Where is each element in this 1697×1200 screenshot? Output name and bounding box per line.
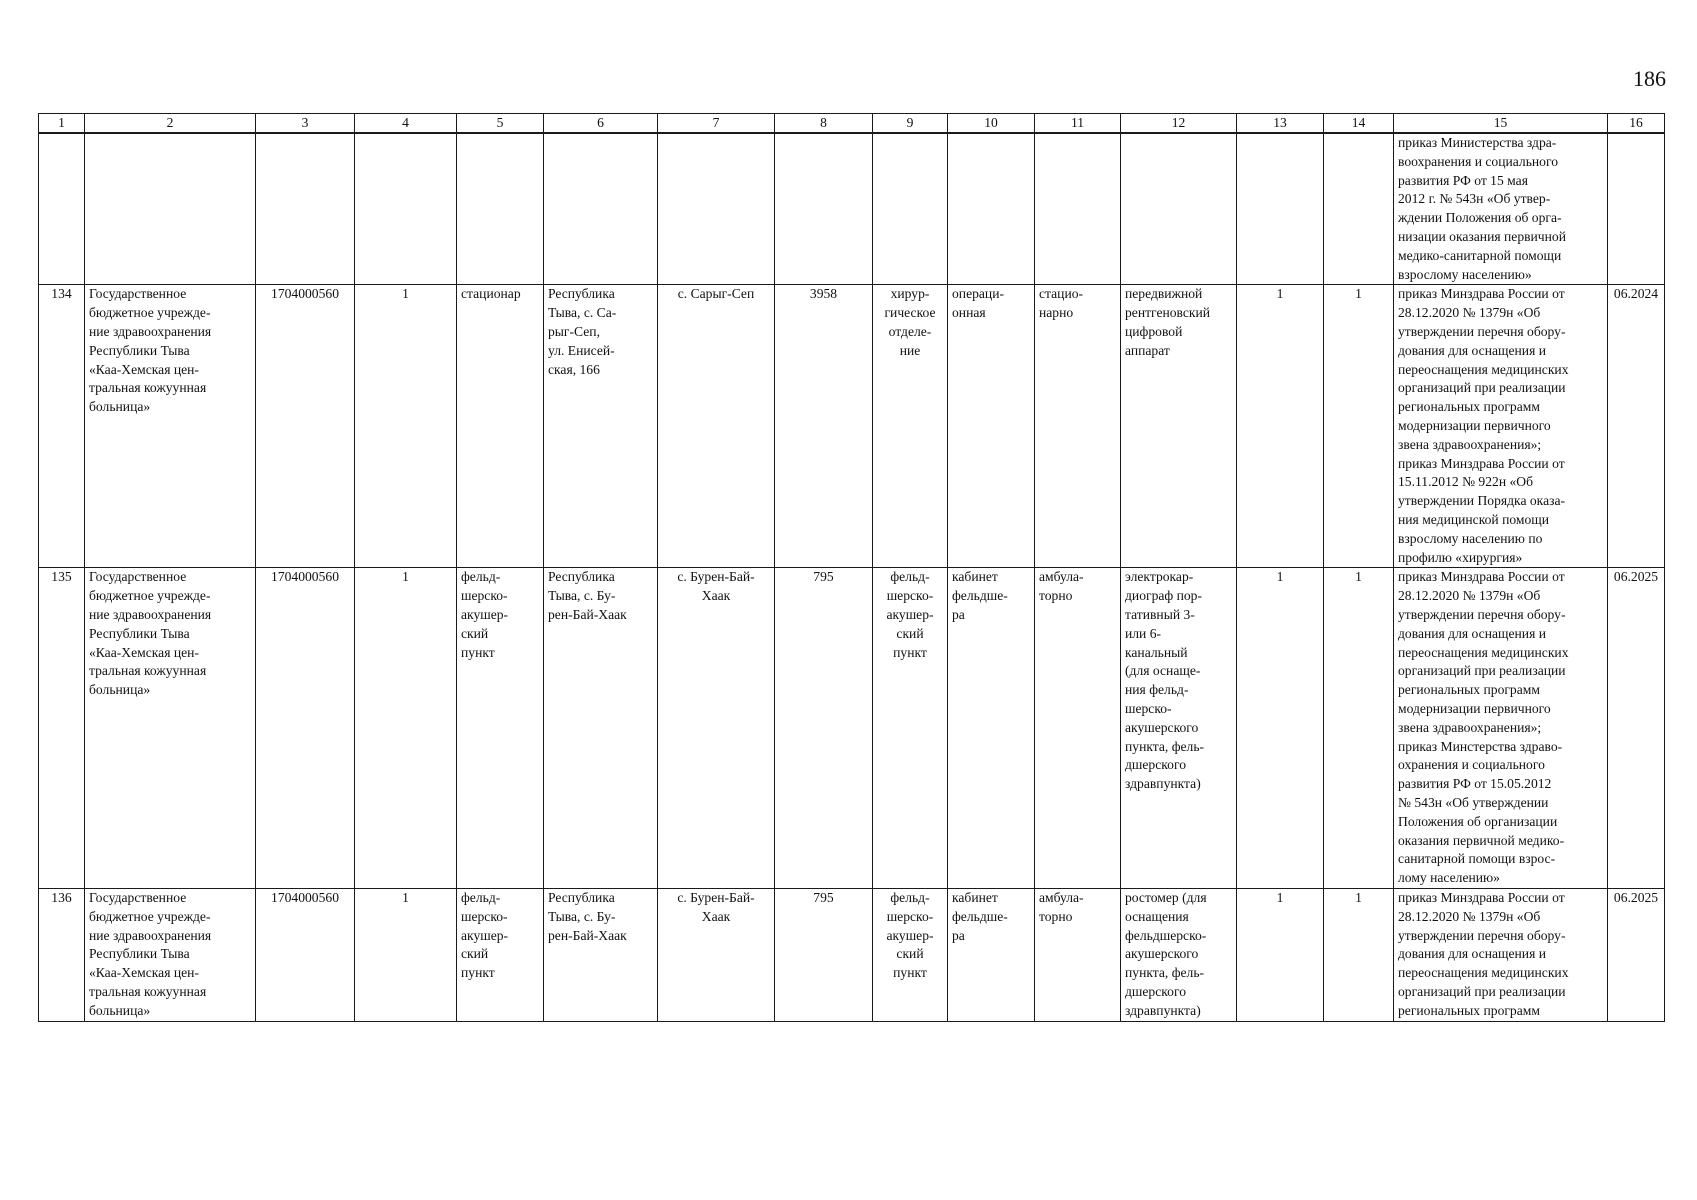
row-number-cell: 134 <box>39 285 85 568</box>
cell-line: нарно <box>1039 305 1074 321</box>
facility-type-cell <box>457 568 544 889</box>
cell-line: модернизации первичного <box>1398 700 1551 716</box>
cell-line: фельд- <box>461 569 501 585</box>
col-header-11: 11 <box>1035 114 1121 134</box>
cell-line: больница» <box>89 399 151 415</box>
cell-line: с. Сарыг-Сеп <box>677 286 755 302</box>
cell-line: с. Бурен-Бай- <box>677 569 755 585</box>
unit-cell <box>873 285 948 568</box>
mode-cell <box>1035 568 1121 889</box>
col-header-3: 3 <box>256 114 355 134</box>
cell-line: утверждении Порядка оказа- <box>1398 493 1566 509</box>
organization-cell <box>85 568 256 889</box>
cell-line: модернизации первичного <box>1398 417 1551 433</box>
cell-line: «Каа-Хемская цен- <box>89 965 199 981</box>
population-cell: 3958 <box>775 285 873 568</box>
room-cell <box>948 285 1035 568</box>
cell-line: региональных программ <box>1398 399 1540 415</box>
cell-line: утверждении перечня обору- <box>1398 606 1566 622</box>
cell-line: Государственное <box>89 286 187 302</box>
cell-line: фельдшерско- <box>1125 927 1207 943</box>
cell-line: ния медицинской помощи <box>1398 511 1550 527</box>
organization-cell <box>85 285 256 568</box>
cell-line: бюджетное учрежде- <box>89 908 211 924</box>
cell-line: рен-Бай-Хаак <box>548 606 627 622</box>
cell-line: приказ Минздрава России от <box>1398 455 1565 471</box>
cell-line: или 6- <box>1125 625 1162 641</box>
cell-line: ский <box>896 946 924 962</box>
cell-line: передвижной <box>1125 286 1203 302</box>
cell-line: электрокар- <box>1125 569 1194 585</box>
cell-line: ние здравоохранения <box>89 927 212 943</box>
cell-line: низации оказания первичной <box>1398 228 1566 244</box>
col-header-8: 8 <box>775 114 873 134</box>
cell-line: здравпункта) <box>1125 776 1201 792</box>
code-cell: 1704000560 <box>256 568 355 889</box>
cell-line: приказ Минздрава России от <box>1398 889 1565 905</box>
cell-line: организаций при реализации <box>1398 983 1566 999</box>
col-header-9: 9 <box>873 114 948 134</box>
cell-line: кабинет <box>952 569 998 585</box>
cell-line: шерско- <box>886 588 934 604</box>
population-cell: 795 <box>775 888 873 1021</box>
cell-line: фельд- <box>461 889 501 905</box>
cell-line: Тыва, с. Бу- <box>548 588 616 604</box>
cell-line: шерско- <box>461 908 508 924</box>
address-cell <box>544 568 658 889</box>
date-cell: 06.2025 <box>1608 888 1665 1021</box>
cell-line: тативный 3- <box>1125 606 1195 622</box>
cell-line: пункта, фель- <box>1125 965 1205 981</box>
cell-line: дования для оснащения и <box>1398 625 1546 641</box>
cell-line: здравпункта) <box>1125 1002 1201 1018</box>
quantity-cell: 1 <box>1237 568 1324 889</box>
cell-line: ние <box>899 342 921 358</box>
cell-line: фельд- <box>890 889 930 905</box>
population-cell: 795 <box>775 568 873 889</box>
cell-line: «Каа-Хемская цен- <box>89 644 199 660</box>
cell-line: торно <box>1039 908 1073 924</box>
cell-line: пункт <box>893 644 927 660</box>
cell-line: акушерского <box>1125 719 1199 735</box>
cell-line: дшерского <box>1125 757 1186 773</box>
cell-line: Республика <box>548 889 615 905</box>
address-cell <box>544 888 658 1021</box>
cell-line: охранения и социального <box>1398 757 1545 773</box>
cell-line: акушер- <box>461 606 509 622</box>
equipment-cell <box>1121 888 1237 1021</box>
cell-line: ния фельд- <box>1125 682 1189 698</box>
cell-line: кабинет <box>952 889 998 905</box>
equipment-cell <box>1121 285 1237 568</box>
cell-line: пункта, фель- <box>1125 738 1205 754</box>
cell-line: цифровой <box>1125 323 1183 339</box>
cell-line: шерско- <box>886 908 934 924</box>
cell-line: тральная кожуунная <box>89 983 207 999</box>
header-row <box>39 114 1665 134</box>
col-header-10: 10 <box>948 114 1035 134</box>
cell-line: лому населению» <box>1398 870 1500 886</box>
col-header-6: 6 <box>544 114 658 134</box>
cell-line: приказ Министерства здра- <box>1398 135 1557 150</box>
cell-line: ул. Енисей- <box>548 342 615 358</box>
cell-line: рентгеновский <box>1125 305 1211 321</box>
col-header-15: 15 <box>1394 114 1608 134</box>
cell-line: акушерского <box>1125 946 1199 962</box>
cell-line: ждении Положения об орга- <box>1398 210 1562 226</box>
address-cell <box>544 285 658 568</box>
cell-line: диограф пор- <box>1125 588 1202 604</box>
date-cell: 06.2025 <box>1608 568 1665 889</box>
quantity-2-cell: 1 <box>1324 568 1394 889</box>
cell-line: Республики Тыва <box>89 342 190 358</box>
cell-line: канальный <box>1125 644 1188 660</box>
cell-line: Республика <box>548 569 615 585</box>
cell-line: развития РФ от 15.05.2012 <box>1398 776 1552 792</box>
cell-line: бюджетное учрежде- <box>89 588 211 604</box>
quantity-2-cell: 1 <box>1324 888 1394 1021</box>
cell-line: 15.11.2012 № 922н «Об <box>1398 474 1534 490</box>
cell-line: приказ Минздрава России от <box>1398 286 1565 302</box>
cell-line: акушер- <box>886 606 934 622</box>
legal-basis-cell <box>1394 568 1608 889</box>
cell-line: тральная кожуунная <box>89 663 207 679</box>
cell-line: акушер- <box>461 927 509 943</box>
cell-line: отделе- <box>888 323 932 339</box>
cell-line: Тыва, с. Бу- <box>548 908 616 924</box>
equipment-table <box>38 113 1665 1022</box>
cell-line: ростомер (для <box>1125 889 1207 905</box>
count-cell: 1 <box>355 568 457 889</box>
cell-line: пункт <box>461 965 495 981</box>
cell-line: № 543н «Об утверждении <box>1398 794 1549 810</box>
col-header-14: 14 <box>1324 114 1394 134</box>
cell-line: (для оснаще- <box>1125 663 1201 679</box>
cell-line: дования для оснащения и <box>1398 946 1546 962</box>
cell-line: амбула- <box>1039 569 1084 585</box>
cell-line: Республика <box>548 286 615 302</box>
table-row <box>39 888 1665 1021</box>
cell-line: «Каа-Хемская цен- <box>89 361 199 377</box>
cell-line: переоснащения медицинских <box>1398 361 1569 377</box>
cell-line: региональных программ <box>1398 682 1540 698</box>
continuation-row <box>39 133 1665 285</box>
cell-line: ние здравоохранения <box>89 606 212 622</box>
cell-line: организаций при реализации <box>1398 380 1566 396</box>
cell-line: стационар <box>461 286 521 302</box>
cell-line: звена здравоохранения»; <box>1398 719 1542 735</box>
cell-line: аппарат <box>1125 342 1170 358</box>
cell-line: Положения об организации <box>1398 813 1558 829</box>
cell-line: медико-санитарной помощи <box>1398 247 1562 263</box>
cell-line: 2012 г. № 543н «Об утвер- <box>1398 191 1551 207</box>
cell-line: Республики Тыва <box>89 625 190 641</box>
organization-cell <box>85 888 256 1021</box>
cell-line: Государственное <box>89 889 187 905</box>
cell-line: ский <box>461 625 489 641</box>
mode-cell <box>1035 888 1121 1021</box>
cell-line: 28.12.2020 № 1379н «Об <box>1398 908 1541 924</box>
cell-line: рыг-Сеп, <box>548 323 600 339</box>
cell-line: Тыва, с. Са- <box>548 305 617 321</box>
col-header-2: 2 <box>85 114 256 134</box>
cell-line: оснащения <box>1125 908 1189 924</box>
cell-line: утверждении перечня обору- <box>1398 927 1566 943</box>
cell-line: санитарной помощи взрос- <box>1398 851 1556 867</box>
col-header-1: 1 <box>39 114 85 134</box>
col-header-13: 13 <box>1237 114 1324 134</box>
cell-line: больница» <box>89 1002 151 1018</box>
cell-line: гическое <box>884 305 936 321</box>
unit-cell <box>873 568 948 889</box>
cell-line: 28.12.2020 № 1379н «Об <box>1398 588 1541 604</box>
cell-line: развития РФ от 15 мая <box>1398 172 1528 188</box>
row-number-cell: 135 <box>39 568 85 889</box>
cell-line: оказания первичной медико- <box>1398 832 1565 848</box>
cell-line: организаций при реализации <box>1398 663 1566 679</box>
col-header-12: 12 <box>1121 114 1237 134</box>
cell-line: приказ Минздрава России от <box>1398 569 1565 585</box>
cell-line: операци- <box>952 286 1005 302</box>
cell-line: хирур- <box>890 286 930 302</box>
cell-line: тральная кожуунная <box>89 380 207 396</box>
continuation-basis-cell <box>1394 133 1608 285</box>
cell-line: дования для оснащения и <box>1398 342 1546 358</box>
unit-cell <box>873 888 948 1021</box>
cell-line: профилю «хирургия» <box>1398 549 1523 565</box>
cell-line: ский <box>461 946 489 962</box>
cell-line: ская, 166 <box>548 361 600 377</box>
table-row <box>39 568 1665 889</box>
date-cell: 06.2024 <box>1608 285 1665 568</box>
cell-line: пункт <box>461 644 495 660</box>
cell-line: амбула- <box>1039 889 1084 905</box>
cell-line: 28.12.2020 № 1379н «Об <box>1398 305 1541 321</box>
cell-line: ра <box>952 606 965 622</box>
quantity-cell: 1 <box>1237 285 1324 568</box>
cell-line: онная <box>952 305 986 321</box>
code-cell: 1704000560 <box>256 888 355 1021</box>
cell-line: утверждении перечня обору- <box>1398 323 1566 339</box>
cell-line: взрослому населению» <box>1398 266 1532 282</box>
settlement-cell <box>658 285 775 568</box>
cell-line: дшерского <box>1125 983 1186 999</box>
row-number-cell: 136 <box>39 888 85 1021</box>
cell-line: звена здравоохранения»; <box>1398 436 1542 452</box>
cell-line: рен-Бай-Хаак <box>548 927 627 943</box>
cell-line: больница» <box>89 682 151 698</box>
settlement-cell <box>658 568 775 889</box>
facility-type-cell <box>457 888 544 1021</box>
cell-line: фельдше- <box>952 908 1008 924</box>
cell-line: взрослому населению по <box>1398 530 1543 546</box>
cell-line: шерско- <box>1125 700 1172 716</box>
quantity-cell: 1 <box>1237 888 1324 1021</box>
equipment-cell <box>1121 568 1237 889</box>
cell-line: акушер- <box>886 927 934 943</box>
cell-line: ние здравоохранения <box>89 323 212 339</box>
room-cell <box>948 568 1035 889</box>
cell-line: с. Бурен-Бай- <box>677 889 755 905</box>
cell-line: фельдше- <box>952 588 1008 604</box>
cell-line: переоснащения медицинских <box>1398 644 1569 660</box>
col-header-4: 4 <box>355 114 457 134</box>
col-header-16: 16 <box>1608 114 1665 134</box>
count-cell: 1 <box>355 888 457 1021</box>
cell-line: стацио- <box>1039 286 1084 302</box>
cell-line: Хаак <box>701 908 731 924</box>
cell-line: бюджетное учрежде- <box>89 305 211 321</box>
cell-line: приказ Минстерства здраво- <box>1398 738 1563 754</box>
room-cell <box>948 888 1035 1021</box>
cell-line: воохранения и социального <box>1398 153 1559 169</box>
page-number: 186 <box>1633 66 1666 91</box>
quantity-2-cell: 1 <box>1324 285 1394 568</box>
legal-basis-cell <box>1394 285 1608 568</box>
mode-cell <box>1035 285 1121 568</box>
cell-line: торно <box>1039 588 1073 604</box>
cell-line: Хаак <box>701 588 731 604</box>
cell-line: Республики Тыва <box>89 946 190 962</box>
cell-line: ский <box>896 625 924 641</box>
legal-basis-cell <box>1394 888 1608 1021</box>
cell-line: шерско- <box>461 588 508 604</box>
cell-line: ра <box>952 927 965 943</box>
col-header-7: 7 <box>658 114 775 134</box>
count-cell: 1 <box>355 285 457 568</box>
col-header-5: 5 <box>457 114 544 134</box>
cell-line: пункт <box>893 965 927 981</box>
settlement-cell <box>658 888 775 1021</box>
facility-type-cell <box>457 285 544 568</box>
table-row <box>39 285 1665 568</box>
cell-line: Государственное <box>89 569 187 585</box>
code-cell: 1704000560 <box>256 285 355 568</box>
cell-line: фельд- <box>890 569 930 585</box>
cell-line: региональных программ <box>1398 1002 1540 1018</box>
cell-line: переоснащения медицинских <box>1398 965 1569 981</box>
